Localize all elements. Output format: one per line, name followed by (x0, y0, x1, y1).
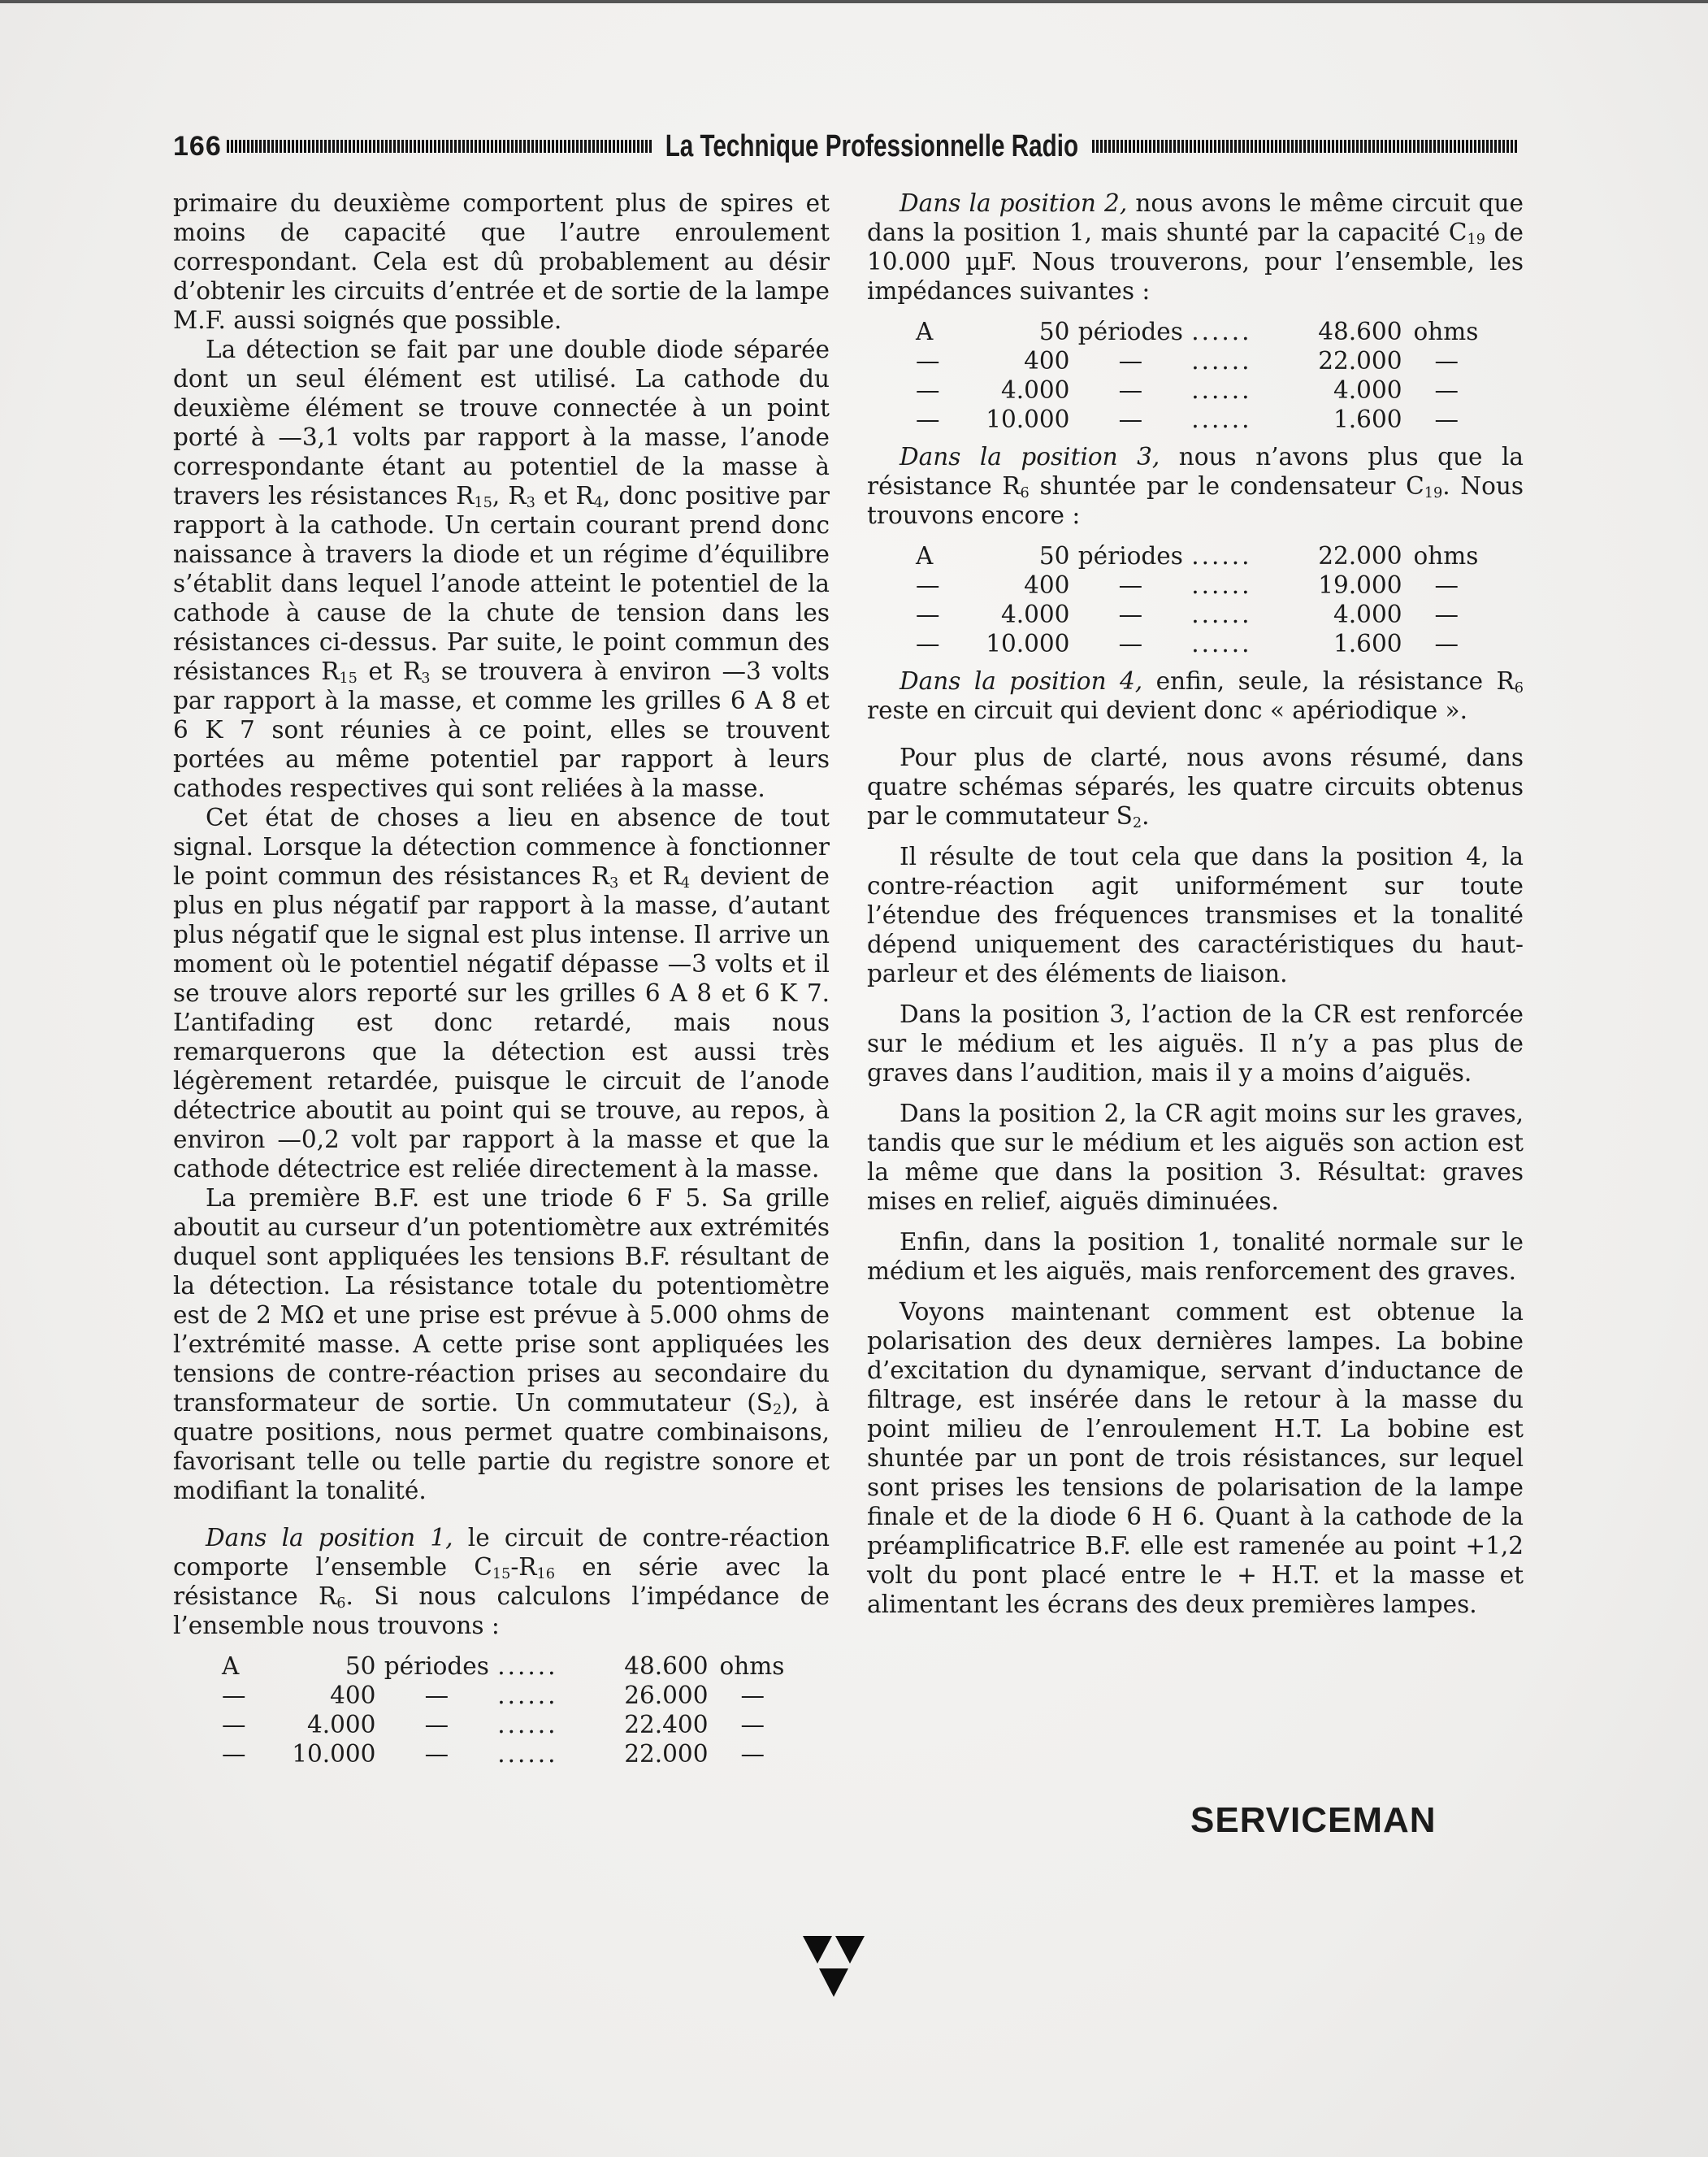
scan-top-edge (0, 0, 1708, 3)
table-row: — 10.000 — ...... 22.000 — (222, 1740, 765, 1768)
three-triangles-icon (803, 1936, 868, 1998)
paragraph: Dans la position 2, nous avons le même circuit que dans la position 1, mais shunté par la capacité $C_{19}$ de 10.000 µµF. Nous trouverons, pour l’ensemble, les impédances suivantes : (867, 189, 1524, 305)
running-header (173, 126, 1518, 167)
table-row: — 400 — ...... 26.000 — (222, 1682, 765, 1709)
header-rule-left (227, 140, 652, 153)
publication-title: La Technique Professionnelle Radio (665, 128, 1079, 163)
table-row: A 50 périodes ...... 22.000 ohms (916, 542, 1479, 570)
paragraph: Dans la position 4, enfin, seule, la résistance $R_6$ reste en circuit qui devient donc « apériodique ». (867, 667, 1524, 724)
table-row: A 50 périodes ...... 48.600 ohms (916, 318, 1479, 345)
table-row: — 400 — ...... 19.000 — (916, 571, 1459, 599)
table-row: A 50 périodes ...... 48.600 ohms (222, 1652, 785, 1680)
impedance-table-position-3 (916, 541, 1524, 658)
paragraph: Dans la position 3, nous n’avons plus que la résistance $R_6$ shuntée par le condensateur $C_{19}$. Nous trouvons encore : (867, 443, 1524, 529)
left-column (173, 189, 830, 1777)
table-row: — 4.000 — ...... 22.400 — (222, 1711, 765, 1738)
impedance-table-position-2 (916, 317, 1524, 434)
paragraph: Voyons maintenant comment est obtenue la polarisation des deux dernières lampes. La bobine d’excitation du dynamique, servant d’inductance de filtrage, est insérée dans le retour à la masse du point milieu de l’enroulement H.T. La bobine est shuntée par un pont de trois résistances, sur lequel sont prises les tensions de polarisation de la lampe finale et de la diode 6 H 6. Quant à la cathode de la préamplificatrice B.F. elle est ramenée au point +1,2 volt du pont placé entre le + H.T. et la masse et alimentant les écrans des deux premières lampes. (867, 1298, 1524, 1618)
paragraph: Dans la position 2, la CR agit moins sur les graves, tandis que sur le médium et les aiguës son action est la même que dans la position 3. Résultat: graves mises en relief, aiguës diminuées. (867, 1100, 1524, 1215)
table-row: — 4.000 — ...... 4.000 — (916, 376, 1459, 404)
right-column (867, 189, 1524, 1619)
table-row: — 10.000 — ...... 1.600 — (916, 630, 1459, 658)
paragraph: Dans la position 1, le circuit de contre-réaction comporte l’ensemble $C_{15}-R_{16}$ en série avec la résistance $R_6$. Si nous calculons l’impédance de l’ensemble nous trouvons : (173, 1524, 830, 1639)
header-rule-right (1092, 140, 1518, 153)
impedance-table-position-1 (222, 1651, 830, 1769)
paragraph: La détection se fait par une double diode séparée dont un seul élément est utilisé. La cathode du deuxième élément se trouve connectée à un point porté à —3,1 volts par rapport à la masse, l’anode correspondante étant au potentiel de la masse à travers les résistances $R_{15}$, $R_3$ et $R_4$, donc positive par rapport à la cathode. Un certain courant prend donc naissance à travers la diode et un régime d’équilibre s’établit dans lequel l’anode atteint le potentiel de la cathode à cause de la chute de tension dans les résistances ci-dessus. Par suite, le point commun des résistances $R_{15}$ et $R_3$ se trouvera à environ —3 volts par rapport à la masse, et comme les grilles 6 A 8 et 6 K 7 sont réunies à ce point, elles se trouvent portées au même potentiel par rapport à leurs cathodes respectives qui sont reliées à la masse. (173, 336, 830, 802)
paragraph: Enfin, dans la position 1, tonalité normale sur le médium et les aiguës, mais renforcement des graves. (867, 1228, 1524, 1285)
paragraph: primaire du deuxième comportent plus de spires et moins de capacité que l’autre enroulement correspondant. Cela est dû probablement au désir d’obtenir les circuits d’entrée et de sortie de la lampe M.F. aussi soignés que possible. (173, 189, 830, 334)
table-row: — 10.000 — ...... 1.600 — (916, 406, 1459, 433)
page-number: 166 (173, 130, 222, 162)
author-signature: SERVICEMAN (1190, 1800, 1437, 1840)
paragraph: La première B.F. est une triode 6 F 5. Sa grille aboutit au curseur d’un potentiomètre aux extrémités duquel sont appliquées les tensions B.F. résultant de la détection. La résistance totale du potentiomètre est de 2 MΩ et une prise est prévue à 5.000 ohms de l’extrémité masse. A cette prise sont appliquées les tensions de contre-réaction prises au secondaire du transformateur de sortie. Un commutateur $(S_2)$, à quatre positions, nous permet quatre combinaisons, favorisant telle ou telle partie du registre sonore et modifiant la tonalité. (173, 1184, 830, 1504)
paragraph: Cet état de choses a lieu en absence de tout signal. Lorsque la détection commence à fonctionner le point commun des résistances $R_3$ et $R_4$ devient de plus en plus négatif par rapport à la masse, d’autant plus négatif que le signal est plus intense. Il arrive un moment où le potentiel négatif dépasse —3 volts et il se trouve alors reporté sur les grilles 6 A 8 et 6 K 7. L’antifading est donc retardé, mais nous remarquerons que la détection est aussi très légèrement retardée, puisque le circuit de l’anode détectrice aboutit au point qui se trouve, au repos, à environ —0,2 volt par rapport à la masse et que la cathode détectrice est reliée directement à la masse. (173, 804, 830, 1183)
table-row: — 4.000 — ...... 4.000 — (916, 601, 1459, 628)
paragraph: Il résulte de tout cela que dans la position 4, la contre-réaction agit uniformément sur toute l’étendue des fréquences transmises et la tonalité dépend uniquement des caractéristiques du haut-parleur et des éléments de liaison. (867, 843, 1524, 987)
paragraph: Dans la position 3, l’action de la CR est renforcée sur le médium et les aiguës. Il n’y a pas plus de graves dans l’audition, mais il y a moins d’aiguës. (867, 1000, 1524, 1087)
paragraph: Pour plus de clarté, nous avons résumé, dans quatre schémas séparés, les quatre circuits obtenus par le commutateur $S_2$. (867, 744, 1524, 831)
table-row: — 400 — ...... 22.000 — (916, 347, 1459, 375)
